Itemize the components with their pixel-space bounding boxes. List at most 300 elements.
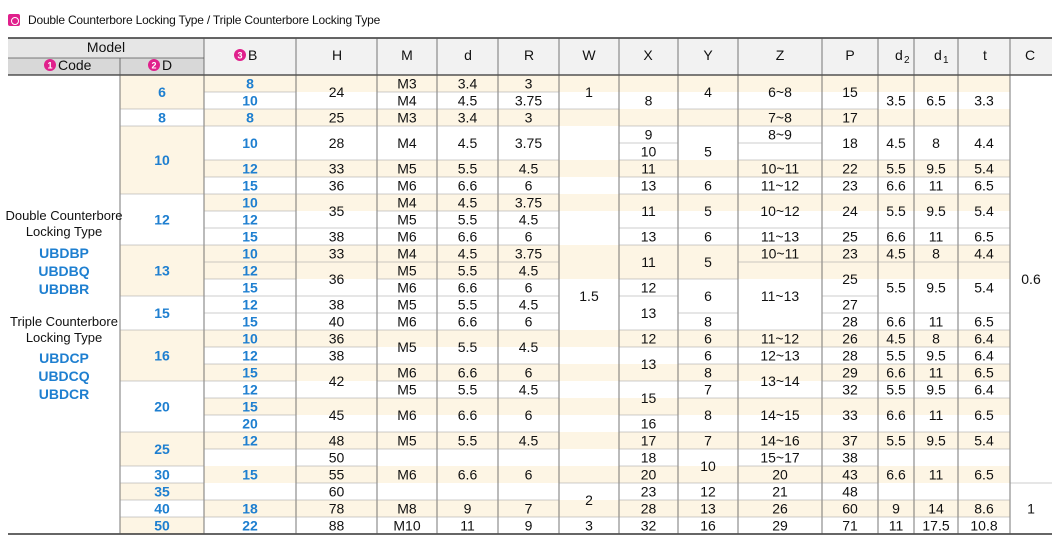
cell-m: M6 <box>397 177 417 194</box>
header-model: Model <box>86 39 126 55</box>
cell-r: 3.75 <box>514 245 543 262</box>
cell-m: M6 <box>397 279 417 296</box>
cell-t: 8.6 <box>974 500 994 517</box>
cell-r: 6 <box>524 466 533 483</box>
cell-b: 15 <box>242 177 258 194</box>
header-d2: d <box>895 47 903 63</box>
cell-d1: 14 <box>928 500 944 517</box>
cell-h: 36 <box>328 330 345 347</box>
cell-d2: 6.6 <box>886 364 906 381</box>
row-stripe <box>204 500 1010 517</box>
cell-z: 14~16 <box>760 432 800 449</box>
cell-d1: 8 <box>932 245 940 262</box>
d-value: 6 <box>158 84 166 100</box>
cell-p: 15 <box>842 84 858 100</box>
cell-x: 10 <box>640 143 657 160</box>
header-C: C <box>1024 47 1036 63</box>
header-H: H <box>331 47 343 63</box>
cell-m: M6 <box>397 228 417 245</box>
cell-m: M3 <box>397 75 417 92</box>
cell-t: 5.4 <box>974 432 994 449</box>
cell-h: 35 <box>328 203 345 219</box>
double-counterbore-label-1: Double Counterbore <box>5 208 123 223</box>
cell-p: 23 <box>842 245 858 262</box>
cell-x: 28 <box>640 500 657 517</box>
cell-w: 1 <box>585 84 593 100</box>
cell-b: 10 <box>242 330 258 347</box>
cell-y: 8 <box>704 364 712 381</box>
cell-t: 6.5 <box>974 177 994 194</box>
d-value: 16 <box>154 347 170 364</box>
cell-t: 10.8 <box>970 517 998 534</box>
cell-d1: 11 <box>928 466 944 483</box>
cell-h: 55 <box>328 466 345 483</box>
cell-b: 10 <box>242 194 258 211</box>
d-value: 25 <box>154 441 170 457</box>
cell-m: M5 <box>397 381 417 398</box>
cell-d: 6.6 <box>457 407 478 423</box>
cell-z: 6~8 <box>768 84 792 100</box>
header-M: M <box>401 47 413 63</box>
cell-r: 6 <box>524 177 533 194</box>
cell-p: 37 <box>842 432 858 449</box>
header-d1-sub: 1 <box>943 55 949 66</box>
cell-d1: 8 <box>932 330 940 347</box>
cell-b: 15 <box>242 364 258 381</box>
cell-x: 11 <box>641 254 656 270</box>
cell-r: 6 <box>524 228 533 245</box>
cell-r: 3 <box>524 109 533 126</box>
cell-d: 6.6 <box>457 466 478 483</box>
cell-d1: 9.5 <box>926 432 946 449</box>
row-stripe <box>204 75 1010 92</box>
cell-m: M5 <box>397 432 417 449</box>
cell-r: 4.5 <box>518 211 539 228</box>
cell-d: 5.5 <box>457 432 478 449</box>
cell-d: 4.5 <box>457 92 478 109</box>
cell-h: 33 <box>328 160 345 177</box>
d-value: 20 <box>154 398 170 415</box>
cell-r: 4.5 <box>518 296 539 313</box>
header-P: P <box>845 47 855 63</box>
cell-y: 6 <box>704 288 712 304</box>
cell-y: 7 <box>704 381 712 398</box>
cell-t: 6.4 <box>974 347 994 364</box>
cell-c: 0.6 <box>1021 271 1041 287</box>
cell-h: 48 <box>328 432 345 449</box>
cell-d2: 4.5 <box>886 135 906 151</box>
cell-b: 8 <box>246 75 254 92</box>
cell-y: 16 <box>700 517 716 534</box>
cell-p: 24 <box>842 203 858 219</box>
cell-b: 10 <box>242 135 258 151</box>
cell-p: 25 <box>842 271 858 287</box>
cell-d2: 5.5 <box>886 203 906 219</box>
cell-d2: 4.5 <box>886 245 906 262</box>
cell-b: 12 <box>242 347 258 364</box>
cell-h: 36 <box>328 177 345 194</box>
d-value: 10 <box>154 152 170 168</box>
header-d1: d <box>934 47 942 63</box>
cell-w: 3 <box>585 517 593 534</box>
badge-2-number: 2 <box>151 60 157 71</box>
cell-r: 3 <box>524 75 533 92</box>
cell-h: 28 <box>328 135 345 151</box>
cell-y: 10 <box>700 458 716 474</box>
cell-p: 28 <box>842 347 858 364</box>
cell-y: 6 <box>704 330 712 347</box>
header-B: B <box>248 47 258 63</box>
header-Z: Z <box>775 47 785 63</box>
cell-x: 20 <box>640 466 657 483</box>
header-D: D <box>162 57 173 73</box>
cell-t: 6.4 <box>974 330 994 347</box>
cell-r: 4.5 <box>518 432 539 449</box>
section-title-text: Double Counterbore Locking Type / Triple Counterbore Locking Type <box>28 13 381 27</box>
cell-m: M6 <box>397 407 417 423</box>
cell-b: 10 <box>242 92 258 109</box>
cell-m: M4 <box>397 92 417 109</box>
cell-y: 5 <box>704 254 712 270</box>
header-code: Code <box>58 57 92 73</box>
cell-y: 5 <box>704 203 712 219</box>
cell-r: 4.5 <box>518 381 539 398</box>
cell-x: 11 <box>641 203 656 219</box>
cell-b: 12 <box>242 296 258 313</box>
cell-h: 60 <box>328 483 345 500</box>
cell-b: 10 <box>242 245 258 262</box>
code-ubdcp[interactable]: UBDCP <box>39 350 89 366</box>
cell-m: M3 <box>397 109 417 126</box>
cell-m: M6 <box>397 466 417 483</box>
cell-h: 24 <box>328 84 345 100</box>
cell-r: 6 <box>524 313 533 330</box>
cell-h: 88 <box>328 517 345 534</box>
cell-b: 15 <box>242 313 258 330</box>
cell-t: 6.5 <box>974 407 994 423</box>
cell-d1: 9.5 <box>926 160 946 177</box>
cell-p: 25 <box>842 228 858 245</box>
cell-b: 15 <box>242 466 258 483</box>
cell-d1: 17.5 <box>922 517 950 534</box>
header-R: R <box>523 47 535 63</box>
cell-m: M10 <box>393 517 421 534</box>
cell-b: 12 <box>242 432 258 449</box>
cell-d: 6.6 <box>457 228 478 245</box>
cell-b: 15 <box>242 279 258 296</box>
cell-m: M6 <box>397 313 417 330</box>
cell-x: 11 <box>641 160 656 177</box>
cell-y: 13 <box>700 500 716 517</box>
cell-p: 60 <box>842 500 858 517</box>
cell-r: 9 <box>524 517 533 534</box>
header-W: W <box>582 47 596 63</box>
cell-r: 7 <box>524 500 533 517</box>
cell-z: 26 <box>772 500 788 517</box>
cell-z: 13~14 <box>760 373 800 389</box>
cell-x: 23 <box>640 483 657 500</box>
cell-b: 8 <box>246 109 254 126</box>
cell-d1: 11 <box>928 228 944 245</box>
cell-z: 10~11 <box>760 245 800 262</box>
code-ubdbr[interactable]: UBDBR <box>38 281 90 297</box>
code-ubdbp[interactable]: UBDBP <box>39 245 89 261</box>
cell-p: 26 <box>842 330 858 347</box>
double-counterbore-label-2: Locking Type <box>25 224 103 239</box>
cell-t: 6.5 <box>974 466 994 483</box>
cell-z: 8~9 <box>768 126 792 143</box>
cell-d: 6.6 <box>457 177 478 194</box>
cell-h: 40 <box>328 313 345 330</box>
cell-d2: 9 <box>892 500 900 517</box>
cell-y: 5 <box>704 143 712 160</box>
cell-r: 3.75 <box>514 135 543 151</box>
cell-t: 4.4 <box>974 245 994 262</box>
cell-p: 18 <box>842 135 858 151</box>
cell-d1: 8 <box>932 135 940 151</box>
cell-p: 17 <box>842 109 858 126</box>
cell-y: 6 <box>704 177 712 194</box>
cell-m: M6 <box>397 364 417 381</box>
cell-d1: 11 <box>928 364 944 381</box>
cell-y: 12 <box>700 483 716 500</box>
cell-d: 5.5 <box>457 339 478 355</box>
cell-t: 6.5 <box>974 313 994 330</box>
cell-t: 6.5 <box>974 364 994 381</box>
cell-x: 13 <box>640 356 657 372</box>
cell-m: M4 <box>397 194 417 211</box>
cell-t: 4.4 <box>974 135 994 151</box>
cell-x: 13 <box>640 228 657 245</box>
cell-b: 12 <box>242 262 258 279</box>
cell-d2: 6.6 <box>886 313 906 330</box>
cell-z: 11~12 <box>760 177 800 194</box>
cell-h: 78 <box>328 500 345 517</box>
cell-x: 12 <box>640 279 657 296</box>
d-value: 50 <box>154 517 170 534</box>
code-ubdcq[interactable]: UBDCQ <box>38 368 90 384</box>
cell-z: 11~13 <box>760 288 800 304</box>
cell-p: 33 <box>842 407 858 423</box>
cell-h: 38 <box>328 347 345 364</box>
cell-p: 23 <box>842 177 858 194</box>
cell-x: 15 <box>640 390 657 406</box>
cell-d: 5.5 <box>457 262 478 279</box>
cell-t: 5.4 <box>974 203 994 219</box>
triple-counterbore-label-1: Triple Counterbore <box>10 314 118 329</box>
cell-d2: 6.6 <box>886 177 906 194</box>
cell-d1: 6.5 <box>926 92 946 109</box>
cell-x: 8 <box>644 92 653 109</box>
cell-t: 6.4 <box>974 381 994 398</box>
cell-d2: 5.5 <box>886 160 906 177</box>
cell-h: 25 <box>328 109 345 126</box>
cell-d: 5.5 <box>457 211 478 228</box>
cell-p: 71 <box>842 517 858 534</box>
cell-z: 12~13 <box>760 347 800 364</box>
cell-d1: 9.5 <box>926 381 946 398</box>
cell-p: 29 <box>842 364 858 381</box>
cell-y: 7 <box>704 432 712 449</box>
d-value: 8 <box>158 109 166 126</box>
cell-b: 12 <box>242 381 258 398</box>
cell-z: 11~13 <box>760 228 800 245</box>
cell-y: 6 <box>704 228 712 245</box>
cell-t: 3.3 <box>974 92 994 109</box>
cell-m: M4 <box>397 135 417 151</box>
cell-d2: 11 <box>888 517 904 534</box>
cell-t: 5.4 <box>974 279 994 296</box>
cell-d2: 5.5 <box>886 381 906 398</box>
cell-w: 2 <box>585 492 593 508</box>
cell-z: 20 <box>772 466 788 483</box>
header-t: t <box>983 47 987 63</box>
cell-b: 15 <box>242 228 258 245</box>
cell-x: 16 <box>640 415 657 432</box>
subheader-background <box>8 58 204 75</box>
cell-z: 7~8 <box>768 109 792 126</box>
header-d: d <box>464 47 472 63</box>
cell-x: 9 <box>644 126 653 143</box>
cell-p: 38 <box>842 449 858 466</box>
cell-r: 6 <box>524 279 533 296</box>
cell-r: 6 <box>524 407 533 423</box>
cell-b: 20 <box>242 415 258 432</box>
cell-p: 32 <box>842 381 858 398</box>
cell-h: 38 <box>328 228 345 245</box>
cell-r: 4.5 <box>518 262 539 279</box>
cell-z: 21 <box>772 483 788 500</box>
cell-d2: 5.5 <box>886 432 906 449</box>
cell-t: 5.4 <box>974 160 994 177</box>
header-d2-sub: 2 <box>904 55 910 66</box>
cell-d: 4.5 <box>457 245 478 262</box>
cell-h: 42 <box>328 373 345 389</box>
cell-d2: 5.5 <box>886 279 906 296</box>
cell-r: 4.5 <box>518 339 539 355</box>
cell-h: 45 <box>328 407 345 423</box>
cell-h: 50 <box>328 449 345 466</box>
cell-d: 5.5 <box>457 296 478 313</box>
cell-d1: 9.5 <box>926 279 946 296</box>
d-value: 40 <box>154 500 170 517</box>
cell-x: 12 <box>640 330 657 347</box>
cell-h: 38 <box>328 296 345 313</box>
cell-d: 6.6 <box>457 313 478 330</box>
cell-x: 13 <box>640 177 657 194</box>
cell-w: 1.5 <box>579 288 599 304</box>
cell-m: M5 <box>397 262 417 279</box>
cell-b: 12 <box>242 211 258 228</box>
cell-b: 18 <box>242 500 258 517</box>
cell-d2: 5.5 <box>886 347 906 364</box>
cell-d: 11 <box>460 517 475 534</box>
cell-d: 6.6 <box>457 364 478 381</box>
cell-y: 8 <box>704 313 712 330</box>
cell-m: M8 <box>397 500 417 517</box>
cell-d: 4.5 <box>457 135 478 151</box>
d-value: 12 <box>154 211 170 228</box>
code-ubdbq[interactable]: UBDBQ <box>38 263 90 279</box>
cell-d2: 6.6 <box>886 466 906 483</box>
code-ubdcr[interactable]: UBDCR <box>38 386 90 402</box>
cell-m: M4 <box>397 245 417 262</box>
cell-p: 43 <box>842 466 858 483</box>
cell-d2: 4.5 <box>886 330 906 347</box>
cell-d: 3.4 <box>457 109 478 126</box>
cell-y: 8 <box>704 407 712 423</box>
badge-3-number: 3 <box>237 50 243 61</box>
cell-d: 9 <box>463 500 472 517</box>
cell-b: 22 <box>242 517 258 534</box>
cell-z: 10~12 <box>760 203 800 219</box>
d-value: 15 <box>154 305 170 321</box>
cell-x: 18 <box>640 449 657 466</box>
cell-y: 4 <box>704 84 712 100</box>
cell-d: 5.5 <box>457 160 478 177</box>
cell-d: 5.5 <box>457 381 478 398</box>
cell-d1: 11 <box>928 407 944 423</box>
d-value: 13 <box>154 262 170 279</box>
cell-h: 36 <box>328 271 345 287</box>
cell-t: 6.5 <box>974 228 994 245</box>
badge-1-number: 1 <box>47 60 53 71</box>
cell-c: 1 <box>1027 500 1035 517</box>
row-stripe <box>204 262 1010 279</box>
cell-d1: 9.5 <box>926 203 946 219</box>
cell-d2: 6.6 <box>886 228 906 245</box>
cell-x: 13 <box>640 305 657 321</box>
cell-r: 6 <box>524 364 533 381</box>
row-stripe <box>204 109 1010 126</box>
cell-m: M5 <box>397 296 417 313</box>
cell-r: 4.5 <box>518 160 539 177</box>
cell-x: 17 <box>640 432 657 449</box>
d-value: 35 <box>154 483 170 500</box>
cell-z: 15~17 <box>760 449 800 466</box>
d-value: 30 <box>154 466 170 483</box>
cell-p: 28 <box>842 313 858 330</box>
cell-r: 3.75 <box>514 92 543 109</box>
triple-counterbore-label-2: Locking Type <box>25 330 103 345</box>
cell-r: 3.75 <box>514 194 543 211</box>
header-Y: Y <box>703 47 713 63</box>
cell-x: 32 <box>640 517 657 534</box>
cell-d2: 3.5 <box>886 92 906 109</box>
cell-h: 33 <box>328 245 345 262</box>
header-X: X <box>643 47 653 63</box>
cell-m: M5 <box>397 211 417 228</box>
cell-p: 27 <box>842 296 858 313</box>
cell-d1: 11 <box>928 177 944 194</box>
cell-z: 10~11 <box>760 160 800 177</box>
cell-b: 12 <box>242 160 258 177</box>
cell-z: 11~12 <box>760 330 800 347</box>
cell-b: 15 <box>242 398 258 415</box>
cell-d2: 6.6 <box>886 407 906 423</box>
cell-m: M5 <box>397 339 417 355</box>
cell-d: 4.5 <box>457 194 478 211</box>
cell-d1: 11 <box>928 313 944 330</box>
cell-y: 6 <box>704 347 712 364</box>
cell-z: 29 <box>772 517 788 534</box>
cell-p: 48 <box>842 483 858 500</box>
cell-d1: 9.5 <box>926 347 946 364</box>
cell-m: M5 <box>397 160 417 177</box>
cell-d: 6.6 <box>457 279 478 296</box>
cell-d: 3.4 <box>457 75 478 92</box>
cell-p: 22 <box>842 160 858 177</box>
